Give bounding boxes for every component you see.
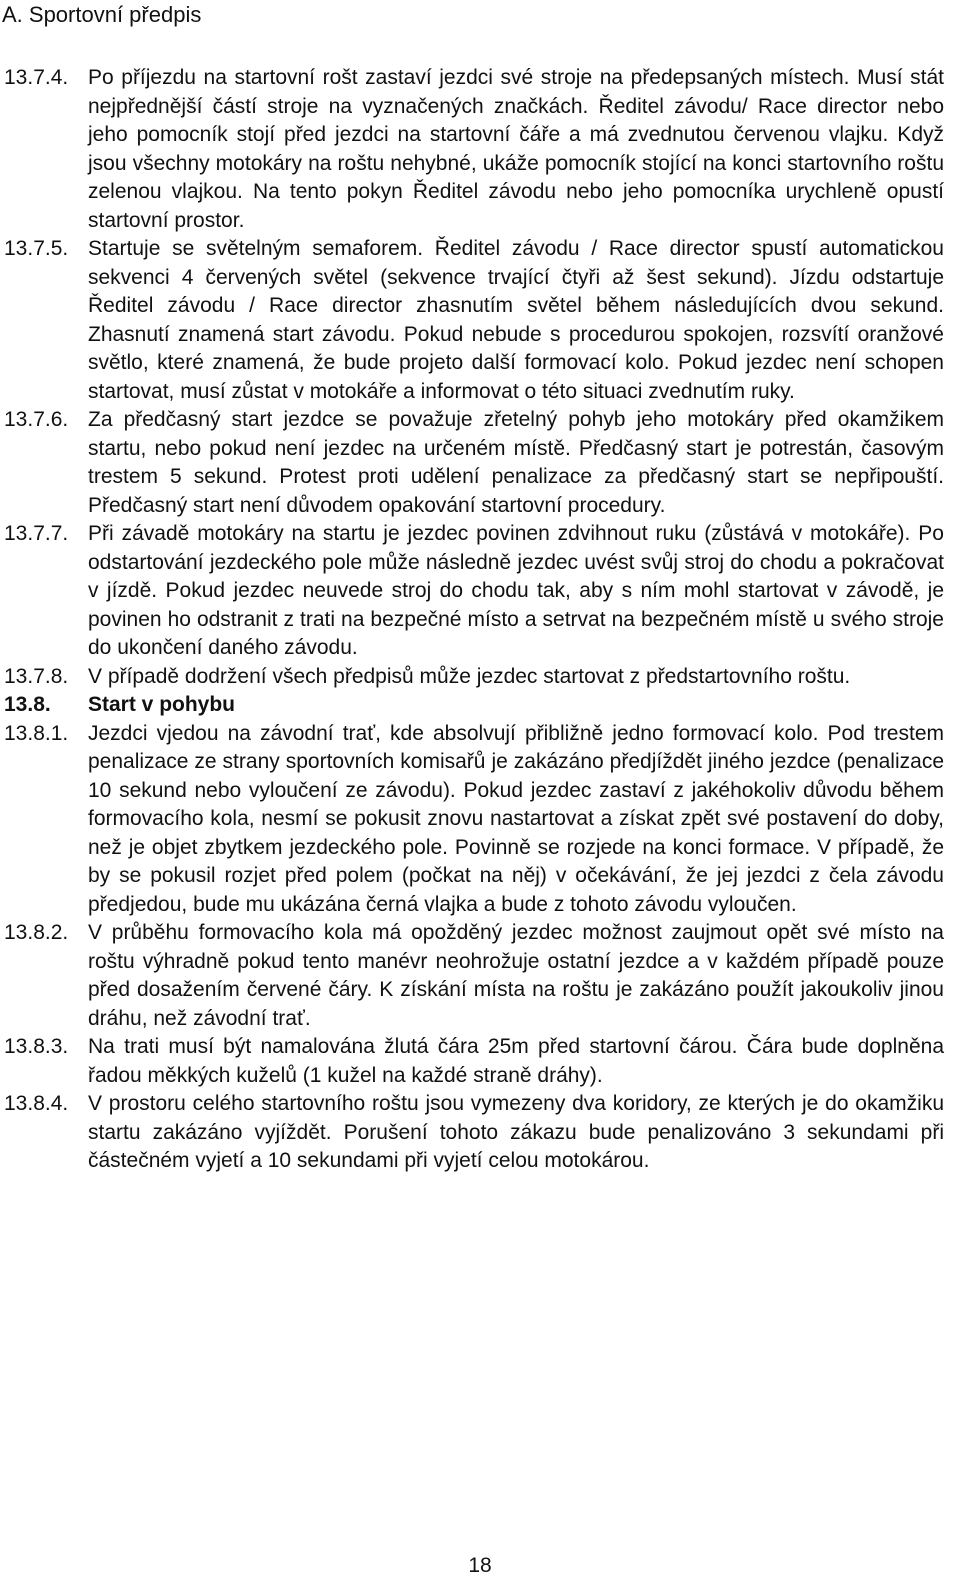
- paragraph-number: 13.8.2.: [4, 921, 69, 944]
- paragraph-text: Za předčasný start jezdce se považuje zřetelný pohyb jeho motokáry před okamžikem startu, nebo pokud není jezdec na určeném místě. Předčasný start je potrestán, časovým trestem 5 sekund. Protest proti udělení penalizace za předčasný start se nepřipouští. Předčasný start není důvodem opakování startovní procedury.: [88, 408, 944, 517]
- document-body: [4, 64, 944, 1176]
- page-header: A. Sportovní předpis: [2, 2, 202, 27]
- section-heading-13-8: [4, 691, 944, 720]
- paragraph-number: 13.7.4.: [4, 66, 69, 89]
- paragraph-13-8-2: [4, 919, 944, 1033]
- paragraph-text: Startuje se světelným semaforem. Ředitel závodu / Race director spustí automatickou sekvenci 4 červených světel (sekvence trvající čtyři až šest sekund). Jízdu odstartuje Ředitel závodu / Race director zhasnutím světel během následujících dvou sekund. Zhasnutí znamená start závodu. Pokud nebude s procedurou spokojen, rozsvítí oranžové světlo, které znamená, že bude projeto další formovací kolo. Pokud jezdec není schopen startovat, musí zůstat v motokáře a informovat o této situaci zvednutím ruky.: [88, 237, 944, 403]
- paragraph-13-7-5: [4, 235, 944, 406]
- paragraph-number: 13.7.7.: [4, 522, 69, 545]
- section-number: 13.8.: [4, 693, 51, 716]
- paragraph-text: Po příjezdu na startovní rošt zastaví jezdci své stroje na předepsaných místech. Musí stát nejpřednější částí stroje na vyznačených značkách. Ředitel závodu/ Race director nebo jeho pomocník stojí před jezdci na startovní čáře a má zvednutou červenou vlajku. Když jsou všechny motokáry na roštu nehybné, ukáže pomocník stojící na konci startovního roštu zelenou vlajkou. Na tento pokyn Ředitel závodu nebo jeho pomocníka urychleně opustí startovní prostor.: [88, 66, 944, 232]
- paragraph-text: Při závadě motokáry na startu je jezdec povinen zdvihnout ruku (zůstává v motokáře). Po odstartování jezdeckého pole může následně jezdec uvést svůj stroj do chodu a pokračovat v jízdě. Pokud jezdec neuvede stroj do chodu tak, aby s ním mohl startovat v závodě, je povinen ho odstranit z trati na bezpečné místo a setrvat na bezpečném místě u svého stroje do ukončení daného závodu.: [88, 522, 944, 659]
- paragraph-number: 13.8.4.: [4, 1092, 69, 1115]
- paragraph-13-7-4: [4, 64, 944, 235]
- paragraph-13-7-8: [4, 663, 944, 692]
- page-number: 18: [468, 1554, 492, 1577]
- paragraph-number: 13.7.8.: [4, 664, 69, 688]
- paragraph-text: V prostoru celého startovního roštu jsou vymezeny dva koridory, ze kterých je do okamžiku startu zakázáno vyjíždět. Porušení tohoto zákazu bude penalizováno 3 sekundami při částečném vyjetí a 10 sekundami při vyjetí celou motokárou.: [88, 1092, 944, 1172]
- paragraph-text: V případě dodržení všech předpisů může jezdec startovat z předstartovního roštu.: [88, 664, 851, 688]
- paragraph-number: 13.8.3.: [4, 1035, 69, 1058]
- paragraph-text: Na trati musí být namalována žlutá čára 25m před startovní čárou. Čára bude doplněna řadou měkkých kuželů (1 kužel na každé straně dráhy).: [88, 1035, 944, 1087]
- paragraph-13-7-7: [4, 520, 944, 663]
- paragraph-number: 13.8.1.: [4, 721, 69, 745]
- section-title: Start v pohybu: [88, 693, 236, 716]
- paragraph-number: 13.7.5.: [4, 237, 69, 260]
- paragraph-13-7-6: [4, 406, 944, 520]
- paragraph-13-8-3: [4, 1033, 944, 1090]
- paragraph-text: Jezdci vjedou na závodní trať, kde absolvují přibližně jedno formovací kolo. Pod trestem penalizace ze strany sportovních komisařů je zakázáno předjíždět jiného jezdce (penalizace 10 sekund nebo vyloučení ze závodu). Pokud jezdec zastaví z jakéhokoliv důvodu během formovacího kola, nesmí se pokusit znovu nastartovat a získat zpět své postavení do doby, než je objet zbytkem jezdeckého pole. Povinně se rozjede na konci formace. V případě, že by se pokusil rozjet před polem (počkat na něj) v očekávání, že jej jezdci z čela závodu předjedou, bude mu ukázána černá vlajka a bude z tohoto závodu vyloučen.: [88, 721, 944, 916]
- paragraph-number: 13.7.6.: [4, 408, 69, 431]
- paragraph-13-8-4: [4, 1090, 944, 1176]
- paragraph-13-8-1: [4, 720, 944, 920]
- paragraph-text: V průběhu formovacího kola má opožděný jezdec možnost zaujmout opět své místo na roštu výhradně pokud tento manévr neohrožuje ostatní jezdce a v každém případě pouze před dosažením červené čáry. K získání místa na roštu je zakázáno použít jakoukoliv jinou dráhu, než závodní trať.: [88, 921, 944, 1030]
